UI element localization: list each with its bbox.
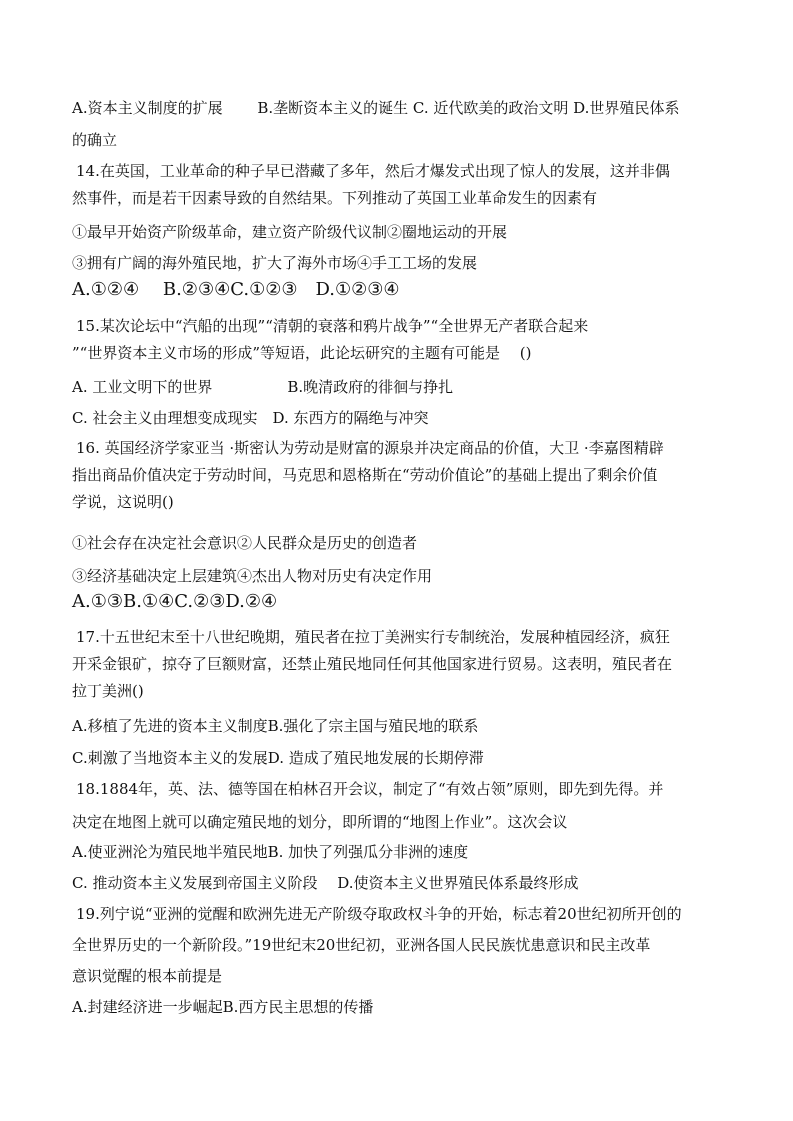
- q19-stem-line3: 意识觉醒的根本前提是: [72, 967, 223, 985]
- q18-stem-line2: 决定在地图上就可以确定殖民地的划分，即所谓的“地图上作业”。这次会议: [72, 813, 568, 831]
- q18-options-ab: A.使亚洲沦为殖民地半殖民地B. 加快了列强瓜分非洲的速度: [72, 843, 469, 861]
- q17-options-ab: A.移植了先进的资本主义制度B.强化了宗主国与殖民地的联系: [72, 717, 479, 735]
- q16-statement-1-2: ①社会存在决定社会意识②人民群众是历史的创造者: [72, 534, 418, 552]
- q15-options-ab: A. 工业文明下的世界 B.晚清政府的徘徊与挣扎: [72, 378, 454, 396]
- q16-stem-line1: 16. 英国经济学家亚当 ·斯密认为劳动是财富的源泉并决定商品的价值，大卫 ·李嘉图精辟: [76, 439, 664, 457]
- q16-statement-3-4: ③经济基础决定上层建筑④杰出人物对历史有决定作用: [72, 567, 433, 585]
- q18-stem-line1: 18.1884年，英、法、德等国在柏林召开会议，制定了“有效占领”原则，即先到先得。并: [76, 780, 664, 798]
- q17-stem-line1: 17.十五世纪末至十八世纪晚期，殖民者在拉丁美洲实行专制统治，发展种植园经济，疯狂: [76, 628, 670, 646]
- q17-stem-line3: 拉丁美洲(): [72, 682, 144, 700]
- q16-options: A.①③B.①④C.②③D.②④: [72, 591, 278, 612]
- q16-stem-line2: 指出商品价值决定于劳动时间，马克思和恩格斯在“劳动价值论”的基础上提出了剩余价值: [72, 466, 658, 484]
- q14-options: A.①②④ B.②③④C.①②③ D.①②③④: [72, 279, 400, 300]
- q15-options-cd: C. 社会主义由理想变成现实 D. 东西方的隔绝与冲突: [72, 409, 429, 427]
- q13-options-line1: A.资本主义制度的扩展 B.垄断资本主义的诞生 C. 近代欧美的政治文明 D.世界殖民体系: [72, 99, 680, 117]
- q14-statement-3-4: ③拥有广阔的海外殖民地，扩大了海外市场④手工工场的发展: [72, 254, 478, 272]
- q14-stem-line1: 14.在英国，工业革命的种子早已潜藏了多年，然后才爆发式出现了惊人的发展，这并非偶: [76, 162, 670, 180]
- q19-stem-line2: 全世界历史的一个新阶段。”19世纪末20世纪初，亚洲各国人民民族忧患意识和民主改革: [72, 936, 651, 954]
- q19-stem-line1: 19.列宁说“亚洲的觉醒和欧洲先进无产阶级夺取政权斗争的开始，标志着20世纪初所开创的: [76, 905, 682, 923]
- q15-stem-line1: 15.某次论坛中“汽船的出现”“清朝的衰落和鸦片战争”“全世界无产者联合起来: [76, 317, 589, 335]
- q13-options-line2: 的确立: [72, 131, 118, 149]
- q18-options-cd: C. 推动资本主义发展到帝国主义阶段 D.使资本主义世界殖民体系最终形成: [72, 874, 579, 892]
- q14-statement-1-2: ①最早开始资产阶级革命，建立资产阶级代议制②圈地运动的开展: [72, 223, 508, 241]
- q19-options-ab: A.封建经济进一步崛起B.西方民主思想的传播: [72, 998, 374, 1016]
- q17-options-cd: C.刺激了当地资本主义的发展D. 造成了殖民地发展的长期停滞: [72, 749, 484, 767]
- q15-stem-line2: ”“世界资本主义市场的形成”等短语，此论坛研究的主题有可能是 (): [72, 344, 532, 362]
- q16-stem-line3: 学说，这说明(): [72, 493, 174, 511]
- q17-stem-line2: 开采金银矿，掠夺了巨额财富，还禁止殖民地同任何其他国家进行贸易。这表明，殖民者在: [72, 655, 673, 673]
- q14-stem-line2: 然事件，而是若干因素导致的自然结果。下列推动了英国工业革命发生的因素有: [72, 189, 598, 207]
